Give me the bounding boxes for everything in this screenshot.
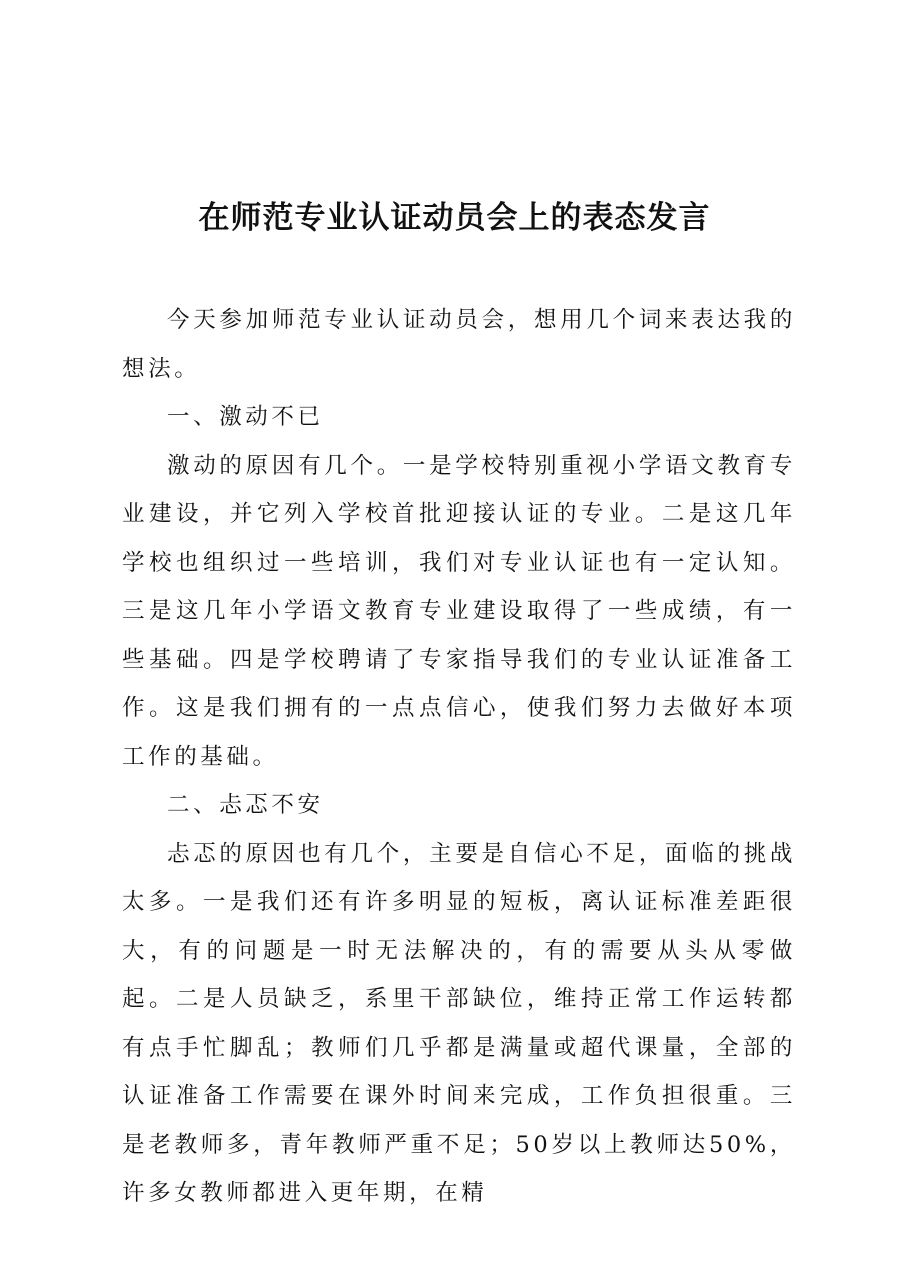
paragraph-intro: 今天参加师范专业认证动员会，想用几个词来表达我的想法。: [122, 307, 796, 382]
section-heading-1: 一、激动不已: [167, 404, 324, 430]
document-body: [122, 296, 796, 1218]
paragraph-section-2: 忐忑的原因也有几个，主要是自信心不足，面临的挑战太多。一是我们还有许多明显的短板，离认证标准差距很大，有的问题是一时无法解决的，有的需要从头从零做起。二是人员缺乏，系里干部缺位，维持正常工作运转都有点手忙脚乱；教师们几乎都是满量或超代课量，全部的认证准备工作需要在课外时间来完成，工作负担很重。三是老教师多，青年教师严重不足；50岁以上教师达50%，许多女教师都进入更年期，在精: [122, 840, 796, 1206]
paragraph-section-1: 激动的原因有几个。一是学校特别重视小学语文教育专业建设，并它列入学校首批迎接认证的专业。二是这几年学校也组织过一些培训，我们对专业认证也有一定认知。三是这几年小学语文教育专业建设取得了一些成绩，有一些基础。四是学校聘请了专家指导我们的专业认证准备工作。这是我们拥有的一点点信心，使我们努力去做好本项工作的基础。: [122, 452, 796, 770]
document-title: 在师范专业认证动员会上的表态发言: [198, 200, 711, 236]
section-heading-2: 二、忐忑不安: [167, 792, 324, 818]
